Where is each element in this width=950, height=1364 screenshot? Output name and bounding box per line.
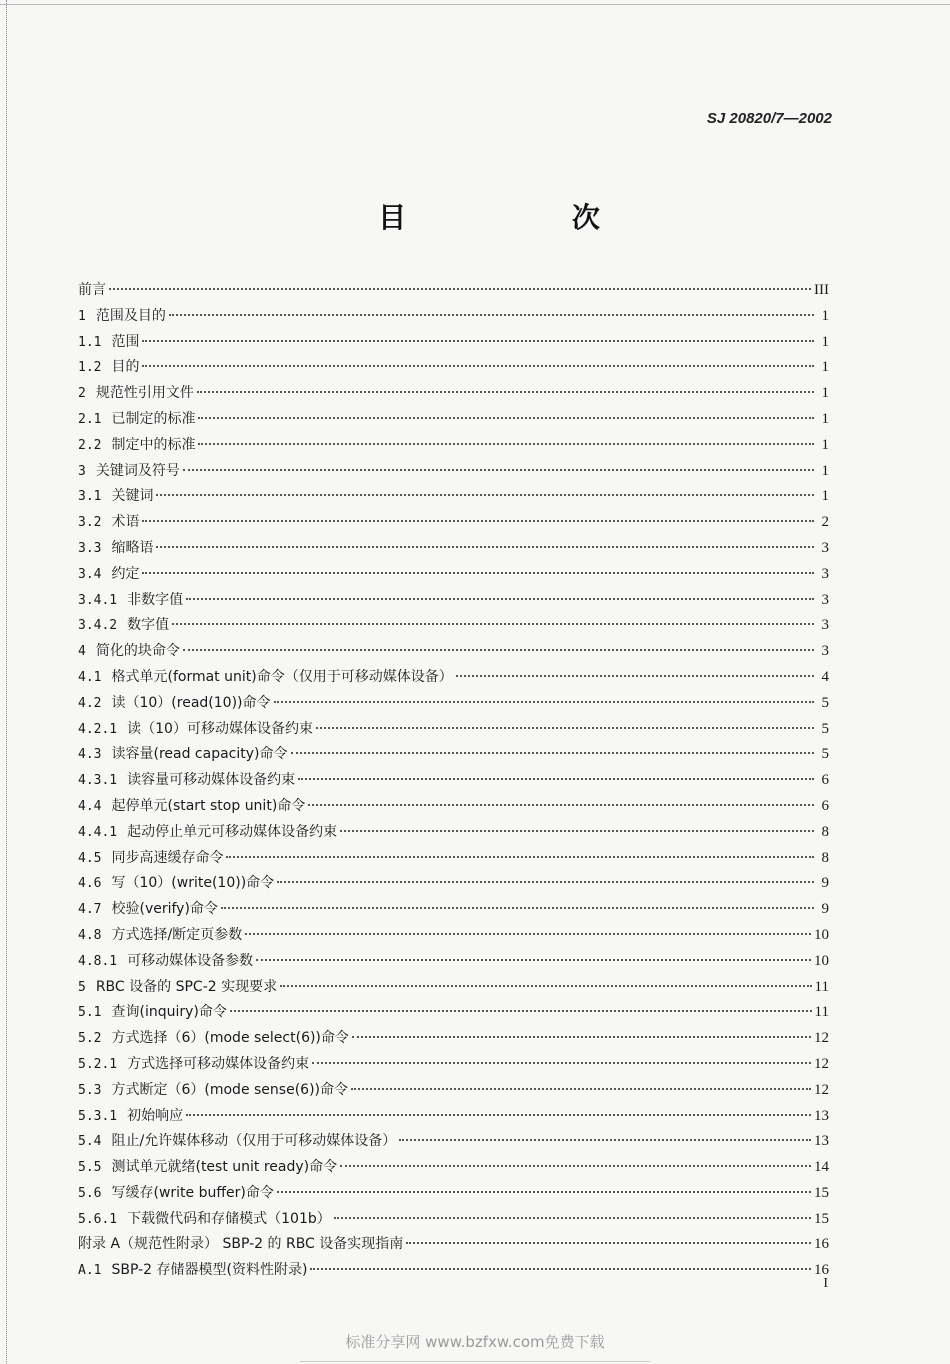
toc-dot-leader <box>308 804 814 806</box>
toc-entry[interactable] <box>78 1000 829 1026</box>
toc-dot-leader <box>197 391 814 393</box>
toc-entry[interactable] <box>78 407 829 433</box>
toc-entry[interactable] <box>78 1026 829 1052</box>
toc-entry-number: 3 <box>78 463 86 479</box>
toc-entry-page: 10 <box>814 952 829 969</box>
toc-entry-label: 方式选择可移动媒体设备约束 <box>127 1055 310 1072</box>
bottom-border-line <box>300 1361 650 1362</box>
toc-entry-number: 2.2 <box>78 437 102 453</box>
toc-entry-number: 1.2 <box>78 360 102 376</box>
toc-entry-page: 12 <box>814 1030 829 1047</box>
toc-entry-number: 4.4 <box>78 798 102 814</box>
toc-entry-number: 4.2.1 <box>78 721 118 737</box>
toc-entry-label: 目的 <box>111 359 140 376</box>
toc-entry[interactable] <box>78 484 829 510</box>
toc-entry-page: 8 <box>821 849 829 866</box>
toc-dot-leader <box>142 572 814 574</box>
toc-entry-number: 3.2 <box>78 515 102 531</box>
toc-entry-label: 附录 A（规范性附录） SBP-2 的 RBC 设备实现指南 <box>78 1236 404 1253</box>
toc-entry[interactable] <box>78 820 829 846</box>
toc-entry-label: 测试单元就绪(test unit ready)命令 <box>111 1159 338 1176</box>
toc-entry-page: 2 <box>821 514 829 531</box>
toc-entry[interactable] <box>78 897 829 923</box>
watermark: 标准分享网 www.bzfxw.com免费下载 <box>345 1333 605 1351</box>
toc-entry-number: 4.8 <box>78 927 102 943</box>
toc-entry-page: 5 <box>821 746 829 763</box>
toc-dot-leader <box>245 933 811 935</box>
toc-dot-leader <box>230 1010 812 1012</box>
toc-entry[interactable] <box>78 433 829 459</box>
toc-entry[interactable] <box>78 510 829 536</box>
toc-entry-label: 方式断定（6）(mode sense(6))命令 <box>111 1081 348 1098</box>
toc-entry-number: 3.4.2 <box>78 618 118 634</box>
toc-entry-label: 方式选择（6）(mode select(6))命令 <box>111 1030 349 1047</box>
toc-entry-number: 4 <box>78 644 86 660</box>
toc-entry[interactable] <box>78 691 829 717</box>
toc-entry-page: 11 <box>814 1004 829 1021</box>
toc-entry-number: 5.5 <box>78 1160 102 1176</box>
toc-dot-leader <box>109 288 811 290</box>
toc-entry-page: 1 <box>821 307 829 324</box>
toc-entry[interactable] <box>78 846 829 872</box>
toc-entry-label: 非数字值 <box>127 591 184 608</box>
toc-entry-label: 校验(verify)命令 <box>111 901 218 918</box>
toc-entry-page: 1 <box>821 359 829 376</box>
toc-entry-label: 起停单元(start stop unit)命令 <box>111 797 306 814</box>
toc-entry-page: 10 <box>814 926 829 943</box>
toc-entry-number: 4.1 <box>78 669 102 685</box>
toc-entry-label: 查询(inquiry)命令 <box>111 1004 227 1021</box>
toc-dot-leader <box>256 959 811 961</box>
toc-entry[interactable] <box>78 1052 829 1078</box>
toc-entry-label: 简化的块命令 <box>95 643 180 660</box>
toc-entry[interactable] <box>78 742 829 768</box>
toc-entry-number: 5.3.1 <box>78 1108 118 1124</box>
toc-entry-page: 3 <box>821 617 829 634</box>
toc-entry-page: 1 <box>821 410 829 427</box>
toc-entry-number: 3.4 <box>78 566 102 582</box>
toc-entry-label: 写（10）(write(10))命令 <box>111 875 275 892</box>
toc-entry-label: 制定中的标准 <box>111 436 196 453</box>
toc-entry-page: 4 <box>821 668 829 685</box>
toc-entry[interactable] <box>78 304 829 330</box>
toc-entry[interactable] <box>78 1181 829 1207</box>
toc-entry-number: 4.8.1 <box>78 953 118 969</box>
toc-entry-number: 3.3 <box>78 540 102 556</box>
toc-entry-label: 前言 <box>78 282 106 298</box>
toc-dot-leader <box>334 1217 811 1219</box>
document-id: SJ 20820/7—2002 <box>706 110 832 127</box>
toc-dot-leader <box>142 520 814 522</box>
toc-dot-leader <box>142 365 814 367</box>
toc-entry[interactable] <box>78 717 829 743</box>
toc-entry-page: 3 <box>821 565 829 582</box>
toc-entry-label: 关键词 <box>111 488 154 505</box>
toc-entry-label: 方式选择/断定页参数 <box>111 926 243 943</box>
table-of-contents <box>78 278 829 1284</box>
toc-entry[interactable] <box>78 1232 829 1258</box>
toc-entry-label: 数字值 <box>127 617 170 634</box>
toc-entry-page: 12 <box>814 1055 829 1072</box>
toc-entry-label: 读（10）可移动媒体设备约束 <box>127 720 313 737</box>
toc-dot-leader <box>221 907 814 909</box>
top-border-line <box>0 4 950 5</box>
toc-entry-number: 5.3 <box>78 1082 102 1098</box>
toc-entry-number: 1 <box>78 308 86 324</box>
toc-dot-leader <box>226 856 814 858</box>
toc-entry-number: 4.3.1 <box>78 773 118 789</box>
toc-entry-number: 5.2.1 <box>78 1056 118 1072</box>
toc-dot-leader <box>183 649 814 651</box>
toc-entry-page: 13 <box>814 1107 829 1124</box>
toc-entry[interactable] <box>78 768 829 794</box>
toc-entry-page: 1 <box>821 488 829 505</box>
toc-entry-page: 9 <box>821 875 829 892</box>
toc-entry-number: 4.4.1 <box>78 824 118 840</box>
toc-entry[interactable] <box>78 1104 829 1130</box>
toc-dot-leader <box>352 1036 811 1038</box>
page-number: I <box>823 1276 828 1291</box>
toc-entry-page: 6 <box>821 772 829 789</box>
toc-entry-label: 关键词及符号 <box>95 462 180 479</box>
toc-entry-page: 8 <box>821 823 829 840</box>
toc-entry-label: 读（10）(read(10))命令 <box>111 694 271 711</box>
toc-entry-number: 5.4 <box>78 1134 102 1150</box>
toc-entry-label: 可移动媒体设备参数 <box>127 952 254 969</box>
toc-dot-leader <box>310 1268 811 1270</box>
toc-entry-page: 1 <box>821 436 829 453</box>
toc-entry-page: 16 <box>814 1236 829 1253</box>
toc-entry-number: 4.6 <box>78 876 102 892</box>
toc-entry-number: 4.7 <box>78 902 102 918</box>
toc-dot-leader <box>340 1165 811 1167</box>
toc-entry[interactable] <box>78 1207 829 1233</box>
toc-entry[interactable] <box>78 949 829 975</box>
toc-entry-label: 范围 <box>111 333 140 350</box>
toc-dot-leader <box>172 623 814 625</box>
toc-entry[interactable] <box>78 588 829 614</box>
toc-entry-number: 5.6.1 <box>78 1211 118 1227</box>
toc-entry[interactable] <box>78 536 829 562</box>
toc-entry-label: 下载微代码和存储模式（101b） <box>127 1210 331 1227</box>
toc-entry[interactable] <box>78 1155 829 1181</box>
toc-entry-page: 1 <box>821 462 829 479</box>
toc-entry[interactable] <box>78 794 829 820</box>
toc-dot-leader <box>186 598 814 600</box>
toc-dot-leader <box>183 469 814 471</box>
toc-entry-label: 格式单元(format unit)命令（仅用于可移动媒体设备） <box>111 668 453 685</box>
toc-entry-number: 5.2 <box>78 1031 102 1047</box>
toc-entry[interactable] <box>78 1078 829 1104</box>
toc-entry-number: 5 <box>78 979 86 995</box>
toc-dot-leader <box>399 1139 811 1141</box>
toc-entry-number: 5.6 <box>78 1185 102 1201</box>
toc-entry-label: SBP-2 存储器模型(资料性附录) <box>111 1262 308 1279</box>
toc-entry-number: 4.3 <box>78 747 102 763</box>
toc-entry-label: 起动停止单元可移动媒体设备约束 <box>127 823 338 840</box>
toc-entry[interactable] <box>78 562 829 588</box>
toc-dot-leader <box>198 417 814 419</box>
toc-dot-leader <box>198 443 814 445</box>
toc-dot-leader <box>156 546 814 548</box>
toc-entry-page: 6 <box>821 797 829 814</box>
toc-entry-label: 写缓存(write buffer)命令 <box>111 1184 274 1201</box>
toc-dot-leader <box>274 701 815 703</box>
toc-dot-leader <box>312 1062 811 1064</box>
toc-entry-page: 1 <box>821 333 829 350</box>
toc-entry[interactable] <box>78 381 829 407</box>
toc-entry-label: 缩略语 <box>111 539 154 556</box>
toc-dot-leader <box>316 727 814 729</box>
toc-entry-number: 2 <box>78 386 86 402</box>
toc-entry-page: 9 <box>821 901 829 918</box>
toc-dot-leader <box>142 340 814 342</box>
toc-entry-label: 读容量(read capacity)命令 <box>111 746 288 763</box>
toc-dot-leader <box>340 830 814 832</box>
toc-dot-leader <box>277 881 814 883</box>
toc-entry-page: 3 <box>821 643 829 660</box>
toc-entry-number: A.1 <box>78 1263 102 1279</box>
toc-entry-label: 阻止/允许媒体移动（仅用于可移动媒体设备） <box>111 1133 397 1150</box>
toc-entry-page: 5 <box>821 694 829 711</box>
toc-entry-number: 4.2 <box>78 695 102 711</box>
toc-dot-leader <box>169 314 814 316</box>
toc-entry-number: 4.5 <box>78 850 102 866</box>
toc-entry[interactable] <box>78 278 829 304</box>
toc-entry-label: 同步高速缓存命令 <box>111 849 224 866</box>
toc-dot-leader <box>298 778 814 780</box>
toc-entry-number: 2.1 <box>78 411 102 427</box>
toc-dot-leader <box>406 1242 811 1244</box>
toc-entry-label: 初始响应 <box>127 1107 184 1124</box>
toc-entry[interactable] <box>78 871 829 897</box>
toc-entry-label: 约定 <box>111 565 140 582</box>
toc-entry-page: 15 <box>814 1210 829 1227</box>
toc-dot-leader <box>186 1114 811 1116</box>
toc-entry-label: 规范性引用文件 <box>95 385 194 402</box>
toc-entry-page: III <box>814 282 829 298</box>
toc-entry-page: 3 <box>821 539 829 556</box>
toc-entry-page: 5 <box>821 720 829 737</box>
page-title: 目 次 <box>378 201 678 234</box>
toc-entry[interactable] <box>78 330 829 356</box>
toc-entry-page: 3 <box>821 591 829 608</box>
toc-entry-page: 1 <box>821 385 829 402</box>
toc-entry-page: 12 <box>814 1081 829 1098</box>
toc-entry-label: 读容量可移动媒体设备约束 <box>127 772 296 789</box>
toc-entry[interactable] <box>78 665 829 691</box>
toc-entry[interactable] <box>78 975 829 1001</box>
toc-dot-leader <box>277 1191 811 1193</box>
toc-entry[interactable] <box>78 1129 829 1155</box>
toc-dot-leader <box>156 494 814 496</box>
toc-dot-leader <box>291 752 815 754</box>
toc-entry[interactable] <box>78 355 829 381</box>
toc-entry-label: 术语 <box>111 514 140 531</box>
toc-entry-label: 已制定的标准 <box>111 410 196 427</box>
toc-entry[interactable] <box>78 923 829 949</box>
toc-entry[interactable] <box>78 639 829 665</box>
toc-entry[interactable] <box>78 613 829 639</box>
toc-entry-page: 11 <box>814 978 829 995</box>
toc-dot-leader <box>280 985 811 987</box>
toc-entry-number: 3.1 <box>78 489 102 505</box>
toc-dot-leader <box>351 1088 811 1090</box>
toc-entry-number: 3.4.1 <box>78 592 118 608</box>
toc-entry-label: 范围及目的 <box>95 307 166 324</box>
toc-entry-page: 15 <box>814 1184 829 1201</box>
toc-dot-leader <box>456 675 814 677</box>
toc-entry[interactable] <box>78 1258 829 1284</box>
toc-entry-number: 5.1 <box>78 1005 102 1021</box>
toc-entry-page: 14 <box>814 1159 829 1176</box>
toc-entry[interactable] <box>78 459 829 485</box>
toc-entry-page: 16 <box>814 1262 829 1279</box>
toc-entry-page: 13 <box>814 1133 829 1150</box>
toc-entry-label: RBC 设备的 SPC-2 实现要求 <box>95 978 278 995</box>
toc-entry-number: 1.1 <box>78 334 102 350</box>
